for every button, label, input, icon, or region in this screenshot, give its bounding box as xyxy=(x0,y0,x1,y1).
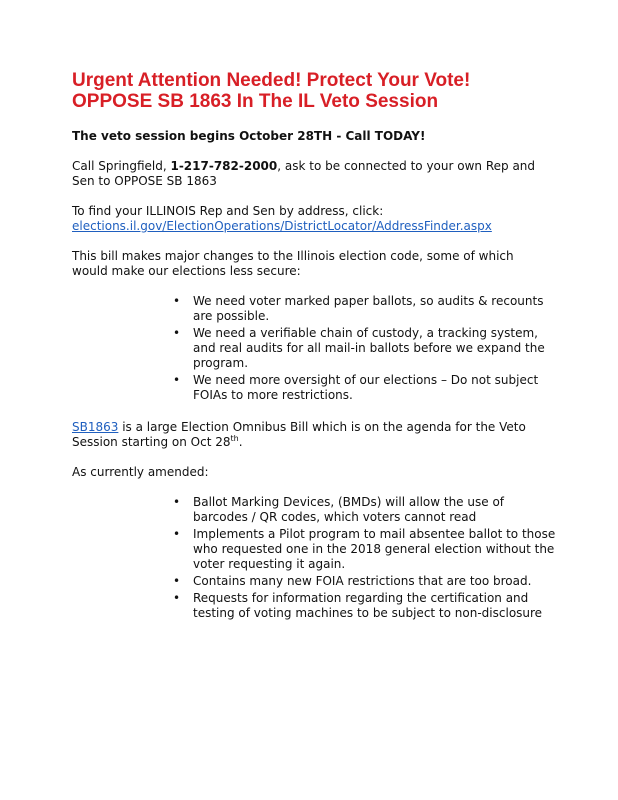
bullet-icon: • xyxy=(173,326,181,340)
list-item-text: Ballot Marking Devices, (BMDs) will allow the use of barcodes / QR codes, which voters cannot read xyxy=(193,495,505,524)
sb1863-link[interactable]: SB1863 xyxy=(72,420,119,434)
bullet-icon: • xyxy=(173,495,181,509)
list-item xyxy=(173,294,558,324)
bill-intro-paragraph: This bill makes major changes to the Illinois election code, some of which would make our elections less secure: xyxy=(72,249,514,278)
list-item xyxy=(173,591,558,621)
find-rep-paragraph xyxy=(72,204,552,234)
find-rep-text: To find your ILLINOIS Rep and Sen by address, click: xyxy=(72,204,384,218)
call-text-before: Call Springfield, xyxy=(72,159,171,173)
list-item-text: Requests for information regarding the certification and testing of voting machines to be subject to non-disclosure xyxy=(193,591,543,620)
veto-session-subheading: The veto session begins October 28TH - Call TODAY! xyxy=(72,129,426,143)
list-item-text: Contains many new FOIA restrictions that are too broad. xyxy=(193,574,532,588)
list-item xyxy=(173,495,558,525)
document-body xyxy=(72,70,556,623)
bullet-icon: • xyxy=(173,591,181,605)
bullet-icon: • xyxy=(173,527,181,541)
list-item-text: Implements a Pilot program to mail absentee ballot to those who requested one in the 2018 general election without the voter requesting it again. xyxy=(193,527,556,571)
list-item-text: We need voter marked paper ballots, so audits & recounts are possible. xyxy=(193,294,544,323)
bullet-icon: • xyxy=(173,574,181,588)
call-paragraph xyxy=(72,159,552,189)
bullet-icon: • xyxy=(173,373,181,387)
amendments-list xyxy=(72,495,558,621)
bullet-icon: • xyxy=(173,294,181,308)
ordinal-suffix: th xyxy=(230,434,239,443)
address-finder-link[interactable]: elections.il.gov/ElectionOperations/DistrictLocator/AddressFinder.aspx xyxy=(72,219,492,233)
title-line-1: Urgent Attention Needed! Protect Your Vote! xyxy=(72,70,471,91)
list-item xyxy=(173,326,558,371)
sb1863-paragraph xyxy=(72,420,552,450)
title-line-2: OPPOSE SB 1863 In The IL Veto Session xyxy=(72,91,439,112)
concerns-list xyxy=(72,294,558,403)
sb1863-period: . xyxy=(238,435,243,449)
page-title xyxy=(72,70,552,112)
list-item xyxy=(173,574,558,589)
call-text-after: , ask to be connected to your own Rep and Sen to OPPOSE SB 1863 xyxy=(72,159,536,188)
list-item-text: We need a verifiable chain of custody, a tracking system, and real audits for all mail-in ballots before we expand the program. xyxy=(193,326,545,370)
phone-number: 1-217-782-2000 xyxy=(170,159,278,173)
list-item xyxy=(173,527,558,572)
sb1863-text: is a large Election Omnibus Bill which is on the agenda for the Veto Session starting on Oct 28 xyxy=(72,420,526,449)
list-item-text: We need more oversight of our elections – Do not subject FOIAs to more restrictions. xyxy=(193,373,539,402)
amended-label: As currently amended: xyxy=(72,465,209,479)
list-item xyxy=(173,373,558,403)
